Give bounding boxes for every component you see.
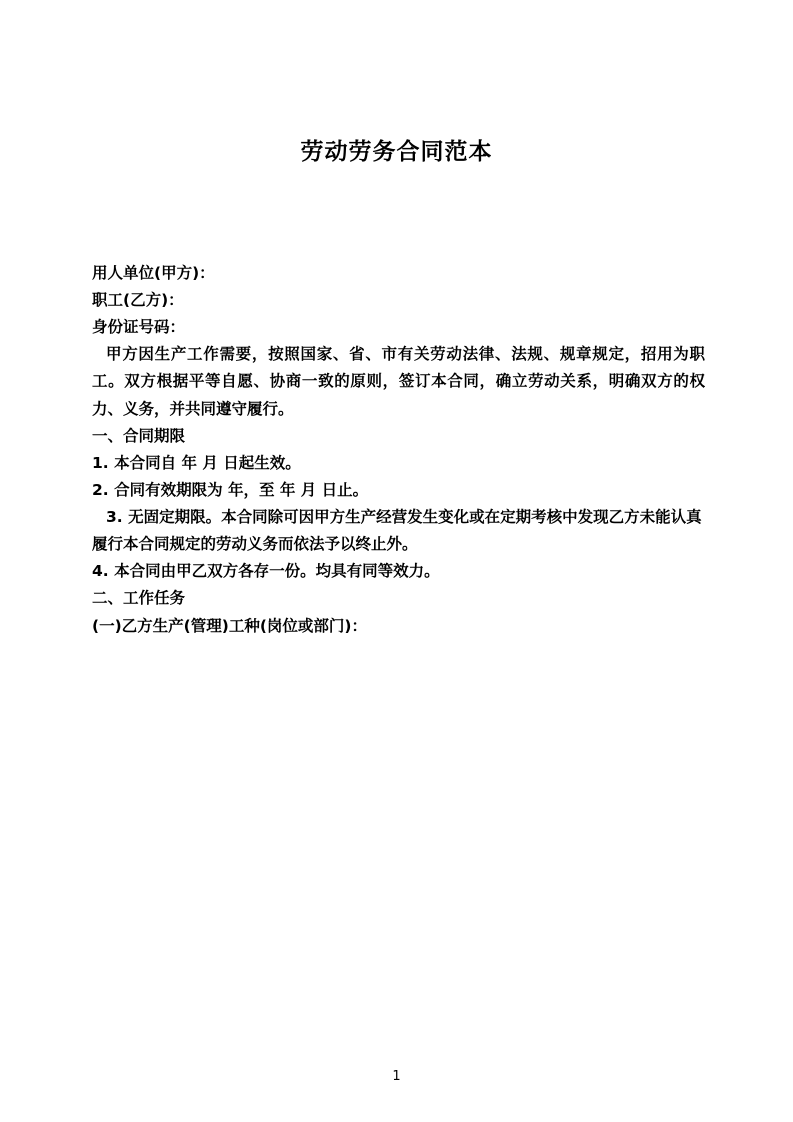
document-body [0, 260, 793, 640]
field-id-number: 身份证号码： [92, 318, 186, 337]
section-heading-2: 二、工作任务 [92, 589, 186, 608]
clause-1-3: 3. 无固定期限。本合同除可因甲方生产经营发生变化或在定期考核中发现乙方未能认真 [106, 508, 702, 527]
intro-paragraph: 甲方因生产工作需要，按照国家、省、市有关劳动法律、法规、规章规定，招用为职工。双方根据平等自愿、协商一致的原则，签订本合同，确立劳动关系，明确双方的权力、义务，并共同遵守履行。 [92, 345, 705, 418]
clause-1-2: 2. 合同有效期限为 年，至 年 月 日止。 [92, 480, 369, 499]
page-title: 劳动劳务合同范本 [300, 139, 493, 165]
field-employer: 用人单位(甲方)： [92, 263, 215, 282]
clause-2-1: (一)乙方生产(管理)工种(岗位或部门)： [92, 616, 368, 635]
field-employee: 职工(乙方)： [92, 291, 184, 310]
page-number: 1 [392, 1069, 401, 1084]
clause-1-1: 1. 本合同自 年 月 日起生效。 [92, 453, 301, 472]
clause-1-4: 4. 本合同由甲乙双方各存一份。均具有同等效力。 [92, 562, 440, 581]
section-heading-1: 一、合同期限 [92, 426, 186, 445]
clause-1-3-cont: 履行本合同规定的劳动义务而依法予以终止外。 [92, 535, 418, 554]
